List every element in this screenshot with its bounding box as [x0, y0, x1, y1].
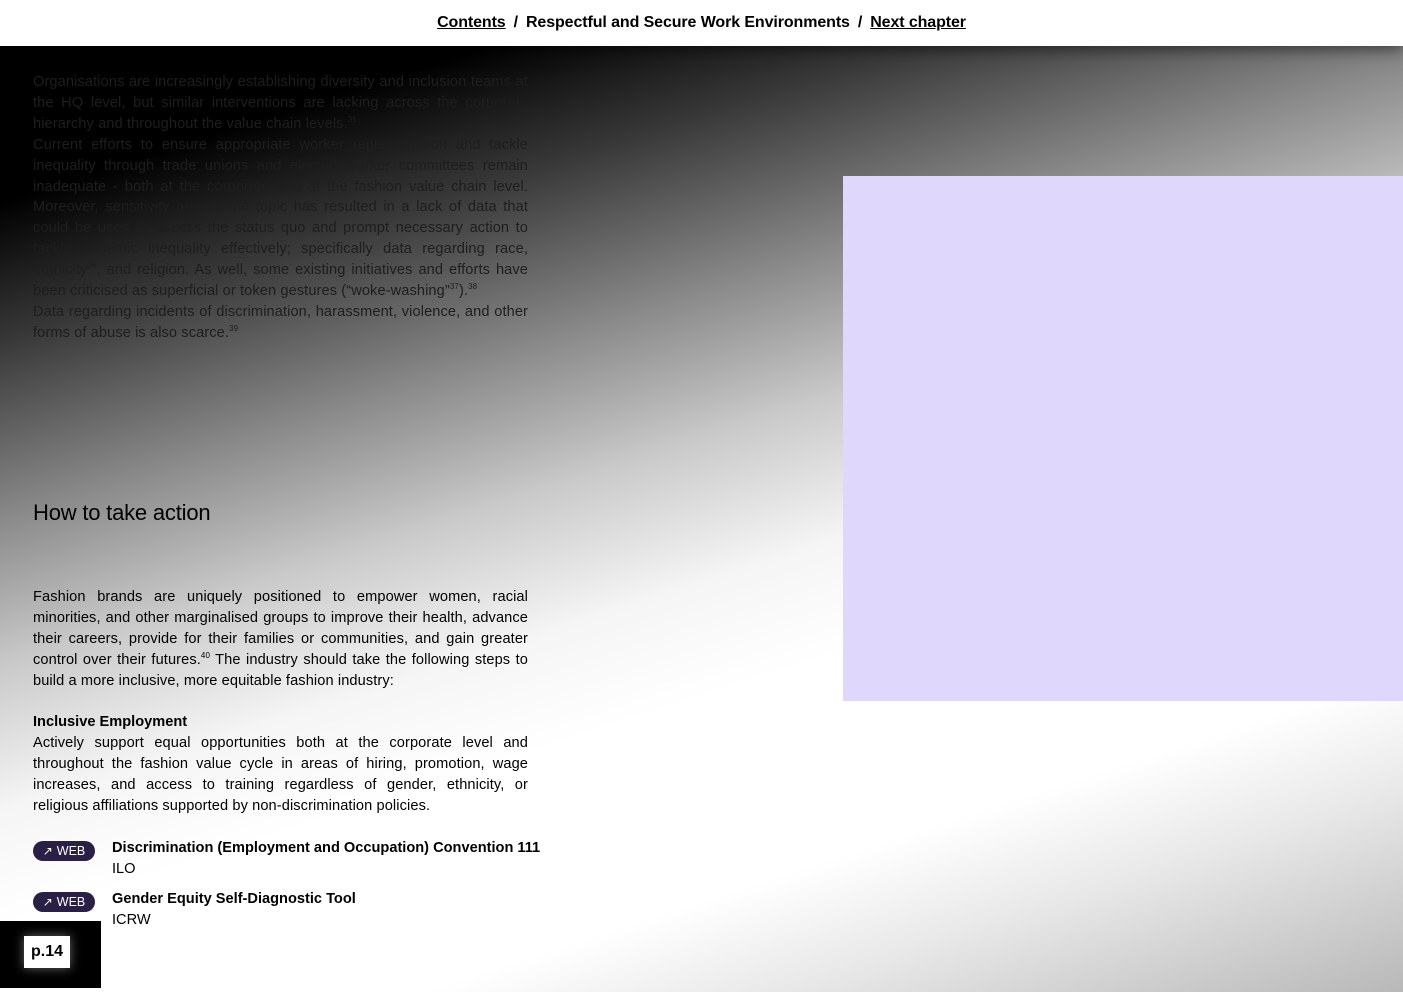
web-link-badge[interactable]	[33, 841, 95, 861]
context-text-block	[33, 72, 528, 344]
footnote-ref[interactable]: 39	[229, 323, 239, 333]
intro-text-block	[33, 587, 528, 692]
web-link-badge[interactable]	[33, 892, 95, 912]
arrow-up-right-icon: ↗	[42, 895, 53, 909]
accent-panel	[843, 176, 1403, 701]
intro-paragraph: Fashion brands are uniquely positioned to empower women, racial minorities, and other marginalised groups to improve their health, advance their careers, provide for their families or communities, and gain greater control over their futures.$^{40}$ The industry should take the following steps to build a more inclusive, more equitable fashion industry:	[33, 589, 528, 689]
badge-label: WEB	[56, 844, 86, 858]
page-indicator	[0, 921, 101, 988]
breadcrumb-separator: /	[857, 14, 863, 31]
next-chapter-link[interactable]: Next chapter	[870, 14, 966, 31]
resource-item	[33, 838, 540, 880]
subsection-title: Inclusive Employment	[33, 714, 188, 730]
breadcrumb-separator: /	[513, 14, 518, 31]
footnote-ref[interactable]: 40	[200, 650, 210, 660]
context-paragraph: Current efforts to ensure appropriate worker representation and tackle inequality through trade unions and elected worker committees remain inadequate - both at the corporate and at the fashion value chain level. Moreover, sensitivity around the topic has resulted in a lack of data that could be used to assess the status quo and prompt necessary action to tackle endemic inequality effectively; specifically data regarding race, ethnicity$^{36}$, and religion. As well, some existing initiatives and efforts have been criticised as superficial or token gestures (“woke-washing”$^{37}$).$^{38}$	[33, 136, 528, 300]
subsection-paragraph: Actively support equal opportunities both at the corporate level and throughout the fashion value cycle in areas of hiring, promotion, wage increases, and access to training regardless of gender, ethnicity, or religious affiliations supported by non-discrimination policies.	[33, 734, 528, 814]
resource-organisation: ICRW	[112, 912, 151, 928]
contents-link[interactable]: Contents	[437, 14, 506, 31]
footnote-ref[interactable]: 38	[468, 282, 478, 292]
page-number: p.14	[24, 936, 70, 968]
resource-title[interactable]: Gender Equity Self-Diagnostic Tool	[112, 891, 356, 907]
top-navigation-bar	[0, 0, 1403, 46]
footnote-ref[interactable]: 36	[87, 261, 97, 271]
current-chapter-title: Respectful and Secure Work Environments	[525, 14, 850, 31]
resource-organisation: ILO	[112, 861, 136, 877]
arrow-up-right-icon: ↗	[42, 844, 53, 858]
inclusive-employment-block	[33, 712, 528, 817]
context-paragraph: Data regarding incidents of discrimination, harassment, violence, and other forms of abuse is also scarce.$^{39}$	[33, 303, 529, 341]
footnote-ref[interactable]: 35	[347, 114, 357, 124]
section-heading: How to take action	[33, 500, 211, 525]
resource-title[interactable]: Discrimination (Employment and Occupation) Convention 111	[112, 840, 541, 856]
footnote-ref[interactable]: 37	[449, 282, 459, 292]
context-paragraph: Organisations are increasingly establishing diversity and inclusion teams at the HQ level, but similar interventions are lacking across the corporate hierarchy and throughout the value chain levels.$^{35}$	[33, 74, 528, 132]
badge-label: WEB	[56, 895, 86, 909]
